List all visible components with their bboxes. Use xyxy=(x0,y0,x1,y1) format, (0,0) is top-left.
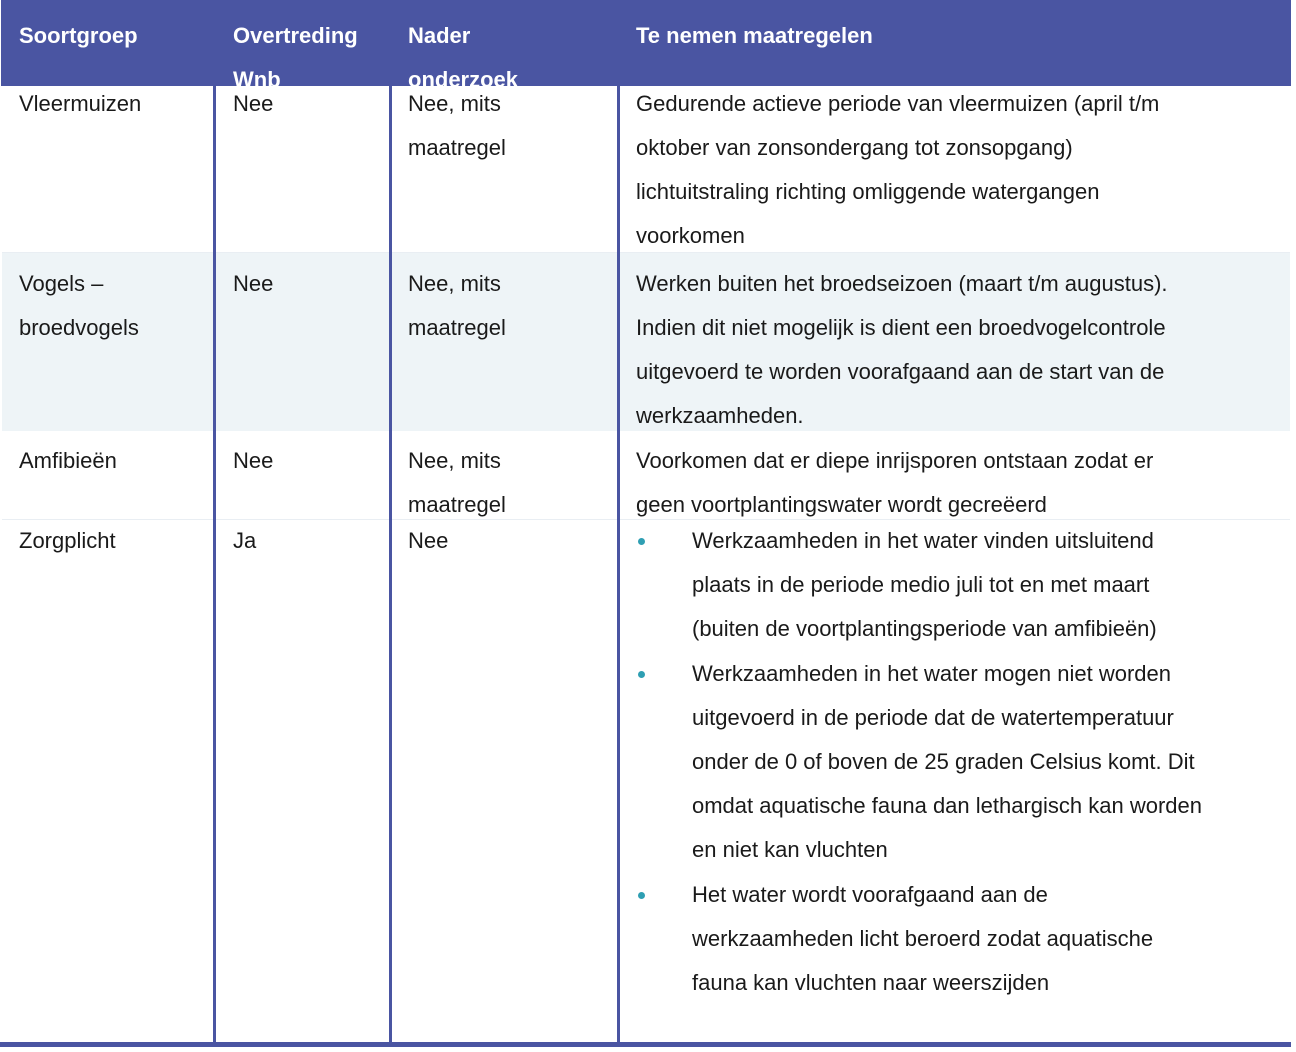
bullet-icon xyxy=(638,671,645,678)
table-cell-overtreding: Nee xyxy=(233,91,274,116)
column-divider xyxy=(617,86,620,1044)
list-item: Werkzaamheden in het water mogen niet worden uitgevoerd in de periode dat de watertemperatuur onder de 0 of boven de 25 graden Celsius komt. Dit omdat aquatische fauna dan lethargisch kan worden en niet kan vluchten xyxy=(692,661,1203,862)
table-cell-soortgroep: Vogels – broedvogels xyxy=(19,271,139,340)
table-bottom-border xyxy=(0,1042,1291,1047)
table-cell-soortgroep: Zorgplicht xyxy=(19,528,116,553)
table-cell-overtreding: Nee xyxy=(233,448,274,473)
table-cell-onderzoek: Nee, mits maatregel xyxy=(408,271,506,340)
header-maatregelen: Te nemen maatregelen xyxy=(636,23,873,48)
table-cell-overtreding: Ja xyxy=(233,528,257,553)
header-overtreding: Overtreding Wnb xyxy=(233,23,358,92)
table-cell-maatregel: Gedurende actieve periode van vleermuizen (april t/m oktober van zonsondergang tot zonsopgang) lichtuitstraling richting omliggende watergangen voorkomen xyxy=(636,91,1160,248)
table-cell-onderzoek: Nee, mits maatregel xyxy=(408,448,506,517)
table-cell-onderzoek: Nee xyxy=(408,528,449,553)
column-divider xyxy=(213,86,216,1044)
bullet-icon xyxy=(638,892,645,899)
list-item: Het water wordt voorafgaand aan de werkzaamheden licht beroerd zodat aquatische fauna kan vluchten naar weerszijden xyxy=(692,882,1154,995)
table-cell-maatregel: Voorkomen dat er diepe inrijsporen ontstaan zodat er geen voortplantingswater wordt gecreëerd xyxy=(636,448,1154,517)
column-divider xyxy=(389,86,392,1044)
table-cell-soortgroep: Vleermuizen xyxy=(19,91,142,116)
list-item: Werkzaamheden in het water vinden uitsluitend plaats in de periode medio juli tot en met maart (buiten de voortplantingsperiode van amfibieën) xyxy=(692,528,1157,641)
bullet-icon xyxy=(638,538,645,545)
table-cell-soortgroep: Amfibieën xyxy=(19,448,117,473)
table-cell-onderzoek: Nee, mits maatregel xyxy=(408,91,506,160)
table-cell-overtreding: Nee xyxy=(233,271,274,296)
header-onderzoek: Nader onderzoek xyxy=(408,23,519,92)
header-soortgroep: Soortgroep xyxy=(19,23,138,48)
table-cell-maatregel: Werken buiten het broedseizoen (maart t/m augustus). Indien dit niet mogelijk is dient een broedvogelcontrole uitgevoerd te worden voorafgaand aan de start van de werkzaamheden. xyxy=(636,271,1168,428)
